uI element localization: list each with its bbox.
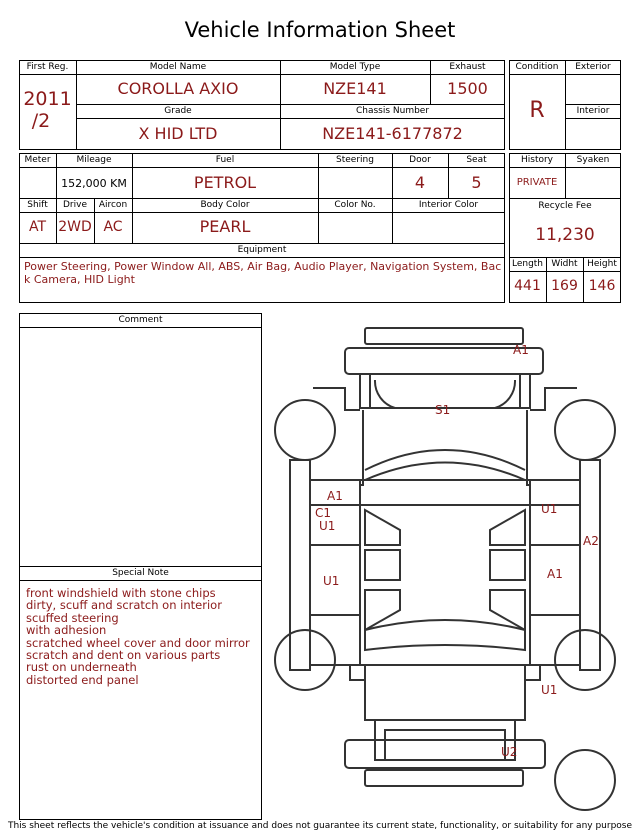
damage-code-front-bumper: A1 bbox=[513, 343, 529, 357]
interior-color-label: Interior Color bbox=[418, 200, 479, 210]
body-color-value: PEARL bbox=[199, 217, 251, 236]
special-note-item: scuffed steering bbox=[26, 610, 119, 625]
exterior-label: Exterior bbox=[575, 62, 611, 72]
damage-code-right-rear-door: A1 bbox=[547, 567, 563, 581]
width-label: Widht bbox=[551, 259, 578, 269]
special-notes-list bbox=[26, 587, 258, 686]
mileage-value: 152,000 KM bbox=[61, 177, 127, 190]
car-damage-diagram bbox=[265, 320, 625, 820]
special-note-item: front windshield with stone chips bbox=[26, 586, 216, 600]
special-note-item: rust on underneath bbox=[26, 660, 137, 675]
mileage-label: Mileage bbox=[76, 155, 112, 165]
grade-value: X HID LTD bbox=[138, 124, 218, 143]
aircon-value: AC bbox=[103, 219, 123, 235]
model-type-label: Model Type bbox=[329, 62, 381, 72]
history-value: PRIVATE bbox=[516, 177, 558, 188]
meter-label: Meter bbox=[24, 155, 51, 165]
door-label: Door bbox=[409, 155, 431, 165]
damage-code-left-fender-a: A1 bbox=[327, 489, 343, 503]
color-no-label: Color No. bbox=[334, 200, 376, 210]
damage-code-left-fender-c: C1 bbox=[315, 506, 332, 520]
syaken-label: Syaken bbox=[576, 155, 610, 165]
height-value: 146 bbox=[588, 278, 616, 294]
damage-code-left-rear-door: U1 bbox=[323, 574, 340, 588]
seat-label: Seat bbox=[466, 155, 487, 165]
damage-code-right-rear-fender: U1 bbox=[541, 683, 558, 697]
fuel-label: Fuel bbox=[215, 155, 235, 165]
seat-value: 5 bbox=[471, 173, 482, 192]
drive-value: 2WD bbox=[58, 219, 92, 235]
drive-label: Drive bbox=[63, 200, 87, 210]
model-name-label: Model Name bbox=[149, 62, 207, 72]
steering-label: Steering bbox=[336, 155, 374, 165]
damage-code-hood: S1 bbox=[435, 403, 451, 417]
special-note-label: Special Note bbox=[112, 568, 169, 578]
equipment-label: Equipment bbox=[237, 245, 287, 255]
history-label: History bbox=[520, 155, 554, 165]
damage-code-left-fender-u: U1 bbox=[319, 519, 336, 533]
door-value: 4 bbox=[414, 173, 426, 192]
page-title: Vehicle Information Sheet bbox=[184, 18, 456, 42]
damage-code-right-front-door: U1 bbox=[541, 502, 558, 516]
exhaust-label: Exhaust bbox=[449, 62, 486, 72]
disclaimer-footer: This sheet reflects the vehicle's condition at issuance and does not guarantee its current state, functionality, or suitability for any purpose bbox=[7, 821, 633, 831]
shift-value: AT bbox=[28, 219, 47, 235]
length-value: 441 bbox=[514, 278, 541, 294]
first-reg-label: First Reg. bbox=[26, 62, 69, 72]
equipment-value: Power Steering, Power Window All, ABS, Air Bag, Audio Player, Navigation System, Back Camera, HID Light bbox=[24, 260, 502, 286]
aircon-label: Aircon bbox=[98, 200, 128, 210]
special-note-item: distorted end panel bbox=[26, 672, 139, 687]
first-reg-month: /2 bbox=[31, 110, 51, 132]
special-note-item: dirty, scuff and scratch on interior bbox=[26, 598, 222, 613]
chassis-number-value: NZE141-6177872 bbox=[322, 124, 463, 143]
fuel-value: PETROL bbox=[193, 173, 257, 192]
height-label: Height bbox=[587, 259, 617, 269]
interior-label: Interior bbox=[576, 106, 610, 116]
model-type-value: NZE141 bbox=[323, 79, 387, 98]
condition-label: Condition bbox=[515, 62, 559, 72]
shift-label: Shift bbox=[27, 200, 48, 210]
special-note-item: scratched wheel cover and door mirror bbox=[26, 635, 250, 650]
special-note-item: scratch and dent on various parts bbox=[26, 648, 221, 663]
exhaust-value: 1500 bbox=[447, 79, 488, 98]
damage-code-right-side: A2 bbox=[583, 534, 599, 548]
first-reg-year: 2011 bbox=[23, 88, 72, 110]
model-name-value: COROLLA AXIO bbox=[117, 79, 239, 98]
chassis-number-label: Chassis Number bbox=[355, 106, 430, 116]
body-color-label: Body Color bbox=[200, 200, 250, 210]
comment-label: Comment bbox=[118, 315, 163, 325]
length-label: Length bbox=[511, 259, 544, 269]
recycle-fee-label: Recycle Fee bbox=[538, 201, 592, 211]
recycle-fee-value: 11,230 bbox=[535, 225, 595, 245]
damage-code-rear-bumper: U2 bbox=[501, 745, 518, 759]
width-value: 169 bbox=[551, 278, 578, 294]
condition-value: R bbox=[529, 98, 545, 123]
grade-label: Grade bbox=[164, 106, 192, 116]
special-note-item: with adhesion bbox=[26, 623, 107, 638]
